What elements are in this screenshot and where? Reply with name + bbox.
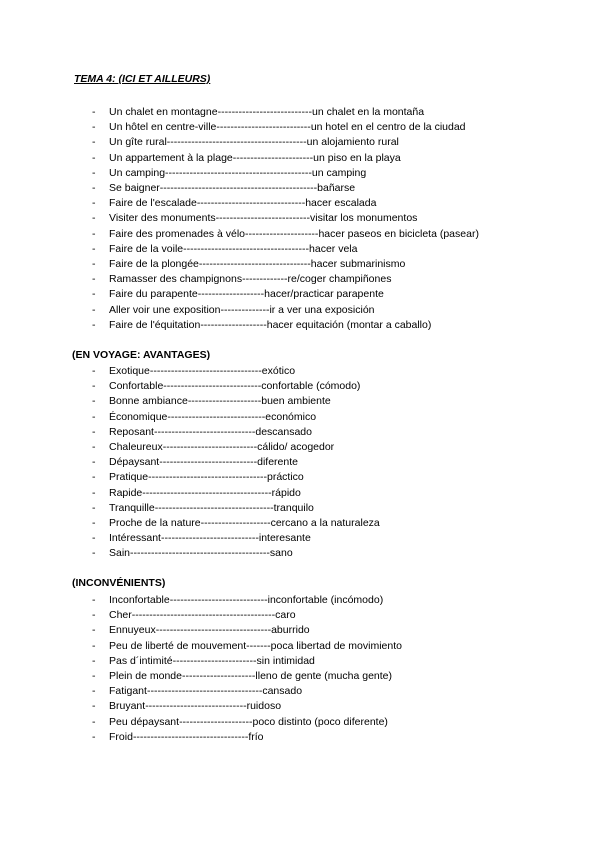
spanish-translation: un alojamiento rural — [306, 136, 399, 149]
french-term: Fatigant — [109, 685, 147, 698]
dash-separator: ---------------------------------- — [154, 501, 274, 514]
vocab-row — [0, 455, 600, 470]
french-term: Aller voir une exposition — [109, 303, 221, 316]
spanish-translation: interesante — [258, 532, 311, 545]
dash-separator: ----------------------------- — [153, 425, 256, 438]
french-term: Dépaysant — [109, 456, 160, 469]
vocab-pair — [109, 394, 331, 409]
vocab-row — [0, 135, 600, 150]
spanish-translation: diferente — [257, 456, 298, 469]
spanish-translation: práctico — [267, 471, 304, 484]
vocab-pair — [109, 425, 312, 440]
vocab-pair — [109, 196, 376, 211]
spanish-translation: visitar los monumentos — [310, 212, 418, 225]
french-term: Se baigner — [109, 182, 160, 194]
bullet: - — [92, 486, 96, 499]
vocab-pair — [109, 272, 391, 287]
dash-separator: --------------------- — [181, 670, 256, 682]
bullet: - — [92, 410, 96, 423]
french-term: Faire de la voile — [109, 242, 184, 255]
bullet: - — [92, 425, 96, 438]
vocab-row — [0, 654, 600, 669]
dash-separator: ------------------------ — [172, 654, 257, 667]
vocab-row — [0, 699, 600, 714]
vocab-pair — [109, 639, 402, 654]
page-title: TEMA 4: (ICI ET AILLEURS) — [74, 73, 211, 85]
vocab-pair — [109, 410, 316, 425]
spanish-translation: un hotel en el centro de la ciudad — [310, 121, 466, 134]
vocab-pair — [109, 684, 302, 699]
dash-separator: ------------------- — [200, 318, 267, 331]
dash-separator: ----------------------- — [232, 151, 314, 164]
dash-separator: -------------------------------- — [198, 258, 311, 270]
bullet: - — [92, 273, 96, 286]
french-term: Sain — [109, 547, 131, 560]
spanish-translation: hacer vela — [309, 242, 358, 255]
dash-separator: ------------------- — [197, 288, 265, 301]
vocab-row — [0, 287, 600, 302]
spanish-translation: confortable (cómodo) — [261, 380, 361, 393]
dash-separator: ---------------------------- — [159, 456, 258, 469]
spanish-translation: bañarse — [317, 182, 356, 194]
bullet: - — [92, 227, 96, 240]
dash-separator: ----------------------------------------- — [131, 609, 276, 622]
vocab-pair — [109, 379, 360, 394]
bullet: - — [92, 136, 96, 149]
vocab-row — [0, 318, 600, 333]
french-term: Peu de liberté de mouvement — [109, 639, 247, 652]
french-term: Un hôtel en centre-ville — [109, 121, 217, 134]
vocab-pair — [109, 546, 293, 561]
vocab-row — [0, 105, 600, 120]
vocab-row — [0, 715, 600, 730]
spanish-translation: cercano a la naturaleza — [270, 517, 380, 529]
vocab-pair — [109, 730, 264, 745]
spanish-translation: exótico — [261, 365, 296, 377]
french-term: Faire des promenades à vélo — [109, 227, 245, 240]
vocab-row — [0, 379, 600, 394]
dash-separator: --------------------------- — [162, 441, 258, 453]
french-term: Proche de la nature — [109, 517, 201, 529]
dash-separator: ------- — [246, 639, 271, 652]
vocab-pair — [109, 531, 311, 546]
dash-separator: --------------------- — [245, 227, 319, 240]
vocab-pair — [109, 715, 388, 730]
french-term: Faire de la plongée — [109, 258, 199, 270]
dash-separator: -------------------- — [200, 517, 271, 529]
vocab-pair — [109, 181, 355, 196]
vocab-pair — [109, 166, 366, 181]
vocab-row — [0, 257, 600, 272]
bullet: - — [92, 106, 96, 118]
vocab-row — [0, 151, 600, 166]
spanish-translation: poca libertad de movimiento — [270, 639, 402, 652]
french-term: Économique — [109, 410, 168, 423]
dash-separator: ---------------------------- — [160, 532, 259, 545]
vocab-row — [0, 684, 600, 699]
vocab-row — [0, 501, 600, 516]
spanish-translation: poco distinto (poco diferente) — [252, 715, 388, 728]
bullet: - — [92, 501, 96, 514]
bullet: - — [92, 700, 96, 713]
vocab-pair — [109, 470, 304, 485]
spanish-translation: hacer submarinismo — [310, 258, 406, 270]
spanish-translation: un chalet en la montaña — [312, 106, 425, 118]
vocab-pair — [109, 669, 392, 684]
french-term: Plein de monde — [109, 670, 182, 682]
bullet: - — [92, 547, 96, 560]
bullet: - — [92, 242, 96, 255]
vocab-pair — [109, 303, 375, 318]
bullet: - — [92, 517, 96, 529]
bullet: - — [92, 212, 96, 225]
french-term: Bonne ambiance — [109, 395, 188, 408]
vocab-pair — [109, 120, 466, 135]
dash-separator: --------------------------- — [216, 121, 311, 134]
spanish-translation: frío — [248, 730, 264, 743]
dash-separator: -------------- — [220, 303, 270, 316]
vocab-row — [0, 272, 600, 287]
spanish-translation: hacer equitación (montar a caballo) — [266, 318, 432, 331]
vocab-row — [0, 196, 600, 211]
spanish-translation: hacer escalada — [305, 197, 377, 210]
vocab-row — [0, 303, 600, 318]
dash-separator: --------------------------------- — [155, 624, 272, 637]
bullet: - — [92, 624, 96, 637]
vocab-row — [0, 623, 600, 638]
french-term: Confortable — [109, 380, 164, 393]
french-term: Visiter des monuments — [109, 212, 216, 225]
spanish-translation: cálido/ acogedor — [257, 441, 335, 453]
section-heading-inconvenients: (INCONVÉNIENTS) — [72, 577, 166, 589]
spanish-translation: rápido — [271, 486, 301, 499]
vocab-row — [0, 211, 600, 226]
bullet: - — [92, 380, 96, 393]
spanish-translation: tranquilo — [273, 501, 314, 514]
vocab-pair — [109, 699, 281, 714]
vocab-pair — [109, 287, 384, 302]
french-term: Exotique — [109, 365, 150, 377]
spanish-translation: hacer/practicar parapente — [264, 288, 384, 301]
french-term: Reposant — [109, 425, 154, 438]
vocab-row — [0, 166, 600, 181]
section-heading-avantages: (EN VOYAGE: AVANTAGES) — [72, 349, 211, 361]
french-term: Pratique — [109, 471, 149, 484]
french-term: Intéressant — [109, 532, 161, 545]
dash-separator: --------------------------- — [215, 212, 311, 225]
dash-separator: --------------------- — [179, 715, 253, 728]
vocab-pair — [109, 227, 479, 242]
spanish-translation: un camping — [311, 166, 367, 179]
vocab-row — [0, 470, 600, 485]
spanish-translation: sin intimidad — [256, 654, 315, 667]
bullet: - — [92, 471, 96, 484]
dash-separator: --------------------- — [187, 395, 262, 408]
dash-separator: -------------------------------- — [149, 365, 262, 377]
vocab-pair — [109, 364, 295, 379]
vocab-row — [0, 410, 600, 425]
vocab-pair — [109, 105, 424, 120]
dash-separator: --------------------------- — [217, 106, 312, 118]
bullet: - — [92, 151, 96, 164]
vocab-pair — [109, 516, 380, 531]
spanish-translation: aburrido — [271, 624, 310, 637]
bullet: - — [92, 639, 96, 652]
spanish-translation: caro — [275, 609, 296, 622]
bullet: - — [92, 532, 96, 545]
vocab-row — [0, 516, 600, 531]
french-term: Tranquille — [109, 501, 155, 514]
vocab-pair — [109, 608, 296, 623]
vocab-pair — [109, 151, 401, 166]
vocab-row — [0, 181, 600, 196]
spanish-translation: re/coger champiñones — [287, 273, 392, 286]
dash-separator: ------------------------------------------ — [165, 166, 312, 179]
spanish-translation: económico — [265, 410, 317, 423]
vocab-pair — [109, 486, 301, 501]
french-term: Peu dépaysant — [109, 715, 180, 728]
spanish-translation: cansado — [262, 685, 303, 698]
french-term: Bruyant — [109, 700, 146, 713]
french-term: Ramasser des champignons — [109, 273, 243, 286]
spanish-translation: inconfortable (incómodo) — [267, 594, 384, 606]
vocab-row — [0, 639, 600, 654]
spanish-translation: sano — [269, 547, 293, 560]
dash-separator: ---------------------------------- — [148, 471, 267, 484]
bullet: - — [92, 456, 96, 469]
french-term: Un appartement à la plage — [109, 151, 233, 164]
bullet: - — [92, 441, 96, 453]
french-term: Un camping — [109, 166, 166, 179]
bullet: - — [92, 654, 96, 667]
french-term: Faire de l'équitation — [109, 318, 201, 331]
french-term: Faire du parapente — [109, 288, 198, 301]
dash-separator: ------------------------------------ — [183, 242, 310, 255]
dash-separator: ---------------------------------------- — [130, 547, 270, 560]
dash-separator: ---------------------------- — [163, 380, 262, 393]
vocab-pair — [109, 440, 334, 455]
vocab-pair — [109, 623, 310, 638]
spanish-translation: descansado — [255, 425, 312, 438]
spanish-translation: ruidoso — [246, 700, 282, 713]
bullet: - — [92, 715, 96, 728]
vocab-pair — [109, 242, 357, 257]
french-term: Un chalet en montagne — [109, 106, 218, 118]
french-term: Un gîte rural — [109, 136, 167, 149]
french-term: Inconfortable — [109, 594, 170, 606]
vocab-pair — [109, 455, 298, 470]
vocab-row — [0, 593, 600, 608]
dash-separator: ---------------------------- — [169, 594, 268, 606]
vocab-pair — [109, 593, 383, 608]
vocab-row — [0, 730, 600, 745]
dash-separator: ------------------------------------- — [142, 486, 272, 499]
vocab-row — [0, 546, 600, 561]
spanish-translation: buen ambiente — [261, 395, 331, 408]
french-term: Ennuyeux — [109, 624, 156, 637]
bullet: - — [92, 318, 96, 331]
vocab-row — [0, 120, 600, 135]
vocab-row — [0, 394, 600, 409]
dash-separator: ------------- — [242, 273, 288, 286]
french-term: Cher — [109, 609, 132, 622]
bullet: - — [92, 303, 96, 316]
bullet: - — [92, 258, 96, 270]
bullet: - — [92, 609, 96, 622]
vocab-pair — [109, 654, 315, 669]
dash-separator: ------------------------------- — [196, 197, 306, 210]
dash-separator: --------------------------------- — [146, 685, 263, 698]
bullet: - — [92, 730, 96, 743]
bullet: - — [92, 166, 96, 179]
spanish-translation: hacer paseos en bicicleta (pasear) — [318, 227, 479, 240]
bullet: - — [92, 197, 96, 210]
french-term: Froid — [109, 730, 133, 743]
vocab-row — [0, 440, 600, 455]
spanish-translation: un piso en la playa — [313, 151, 401, 164]
bullet: - — [92, 594, 96, 606]
spanish-translation: lleno de gente (mucha gente) — [255, 670, 392, 682]
french-term: Rapide — [109, 486, 143, 499]
vocab-pair — [109, 257, 405, 272]
vocab-row — [0, 364, 600, 379]
dash-separator: ---------------------------------------- — [166, 136, 307, 149]
vocab-row — [0, 425, 600, 440]
vocab-pair — [109, 211, 417, 226]
vocab-row — [0, 669, 600, 684]
vocab-pair — [109, 135, 399, 150]
bullet: - — [92, 121, 96, 134]
vocab-row — [0, 242, 600, 257]
bullet: - — [92, 365, 96, 377]
bullet: - — [92, 288, 96, 301]
dash-separator: ----------------------------- — [145, 700, 247, 713]
french-term: Faire de l'escalade — [109, 197, 197, 210]
bullet: - — [92, 670, 96, 682]
french-term: Pas d´intimité — [109, 654, 173, 667]
bullet: - — [92, 395, 96, 408]
vocab-row — [0, 608, 600, 623]
french-term: Chaleureux — [109, 441, 163, 453]
vocab-row — [0, 227, 600, 242]
vocab-pair — [109, 318, 431, 333]
dash-separator: ---------------------------- — [167, 410, 266, 423]
spanish-translation: ir a ver una exposición — [269, 303, 375, 316]
vocab-row — [0, 486, 600, 501]
dash-separator: --------------------------------- — [132, 730, 249, 743]
bullet: - — [92, 182, 96, 194]
bullet: - — [92, 685, 96, 698]
vocab-pair — [109, 501, 314, 516]
dash-separator: --------------------------------------------- — [159, 182, 318, 194]
vocab-row — [0, 531, 600, 546]
